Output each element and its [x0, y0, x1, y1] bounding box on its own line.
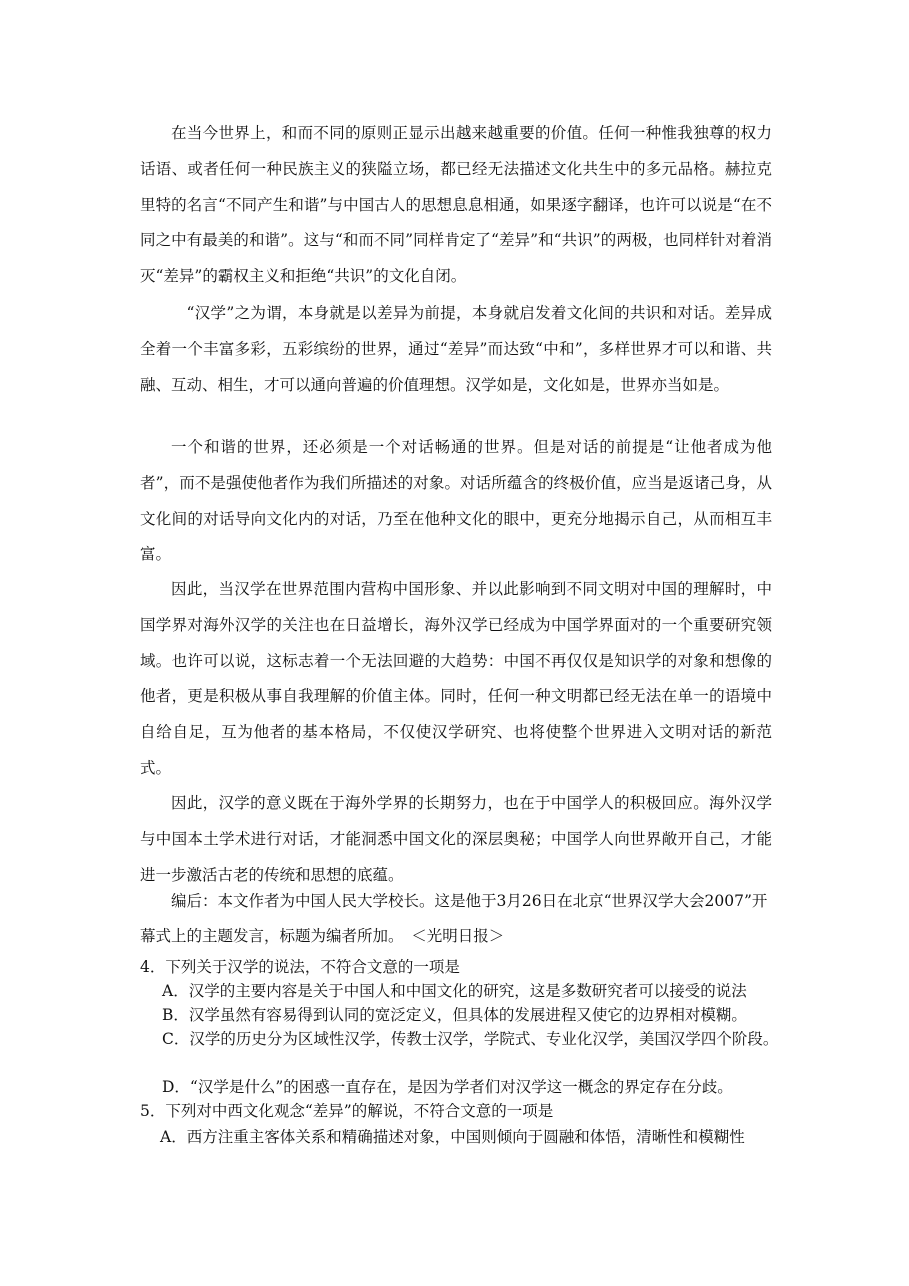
question-5-stem: 5．下列对中西文化观念“差异”的解说，不符合文意的一项是: [140, 1102, 554, 1120]
question-4-option-a: A．汉学的主要内容是关于中国人和中国文化的研究，这是多数研究者可以接受的说法: [162, 982, 747, 1000]
editor-note: 编后：本文作者为中国人民大学校长。这是他于3月26日在北京“世界汉学大会2007”开幕式上的主题发言，标题为编者所加。 ＜光明日报＞: [140, 892, 768, 945]
question-4-option-b: B．汉学虽然有容易得到认同的宽泛定义，但具体的发展进程又使它的边界相对模糊。: [162, 1006, 747, 1024]
paragraph-5: 因此，汉学的意义既在于海外学界的长期努力，也在于中国学人的积极回应。海外汉学与中国本土学术进行对话，才能洞悉中国文化的深层奥秘；中国学人向世界敞开自己，才能进一步激活古老的传统和思想的底蕴。: [140, 794, 772, 884]
question-5-option-a: A．西方注重主客体关系和精确描述对象，中国则倾向于圆融和体悟，清晰性和模糊性: [160, 1128, 745, 1146]
paragraph-3: 一个和谐的世界，还必须是一个对话畅通的世界。但是对话的前提是“让他者成为他者”，而不是强使他者作为我们所描述的对象。对话所蕴含的终极价值，应当是返诸己身，从文化间的对话导向文化内的对话，乃至在他种文化的眼中，更充分地揭示自己，从而相互丰富。: [140, 438, 772, 564]
paragraph-2: “汉学”之为谓，本身就是以差异为前提，本身就启发着文化间的共识和对话。差异成全着一个丰富多彩，五彩缤纷的世界，通过“差异”而达致“中和”，多样世界才可以和谐、共融、互动、相生，才可以通向普遍的价值理想。汉学如是，文化如是，世界亦当如是。: [140, 304, 772, 394]
question-4-stem: 4．下列关于汉学的说法，不符合文意的一项是: [140, 958, 460, 976]
question-4-option-c: C．汉学的历史分为区域性汉学，传教士汉学，学院式、专业化汉学，美国汉学四个阶段。: [162, 1030, 779, 1048]
paragraph-4: 因此，当汉学在世界范围内营构中国形象、并以此影响到不同文明对中国的理解时，中国学界对海外汉学的关注也在日益增长，海外汉学已经成为中国学界面对的一个重要研究领域。也许可以说，这标志着一个无法回避的大趋势：中国不再仅仅是知识学的对象和想像的他者，更是积极从事自我理解的价值主体。同时，任何一种文明都已经无法在单一的语境中自给自足，互为他者的基本格局，不仅使汉学研究、也将使整个世界进入文明对话的新范式。: [140, 580, 772, 777]
question-4-option-d: D．“汉学是什么”的困惑一直存在，是因为学者们对汉学这一概念的界定存在分歧。: [162, 1078, 733, 1096]
paragraph-1: 在当今世界上，和而不同的原则正显示出越来越重要的价值。任何一种惟我独尊的权力话语、或者任何一种民族主义的狭隘立场，都已经无法描述文化共生中的多元品格。赫拉克里特的名言“不同产生和谐”与中国古人的思想息息相通，如果逐字翻译，也许可以说是“在不同之中有最美的和谐”。这与“和而不同”同样肯定了“差异”和“共识”的两极，也同样针对着消灭“差异”的霸权主义和拒绝“共识”的文化自闭。: [140, 124, 772, 286]
